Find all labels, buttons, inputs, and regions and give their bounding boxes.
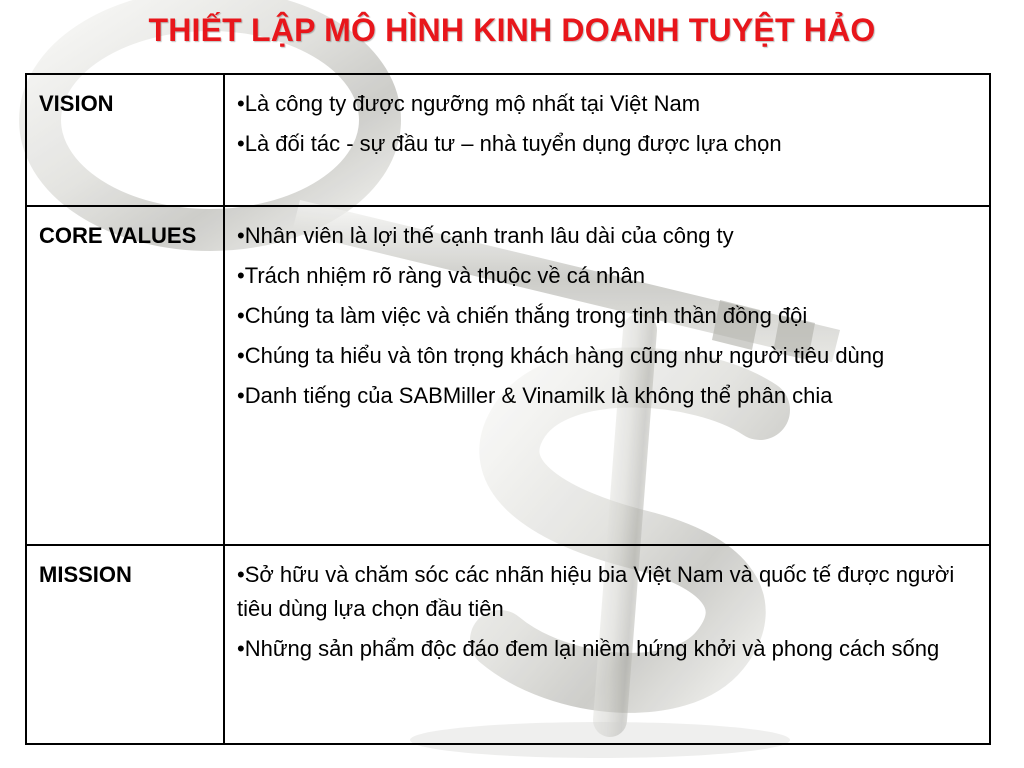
list-item: •Chúng ta hiểu và tôn trọng khách hàng cũng như người tiêu dùng: [237, 343, 885, 369]
row-content-core-values: [224, 206, 990, 545]
business-model-table: [25, 73, 991, 745]
list-item: •Danh tiếng của SABMiller & Vinamilk là không thể phân chia: [237, 383, 833, 409]
list-item: •Trách nhiệm rõ ràng và thuộc về cá nhân: [237, 263, 645, 289]
list-item: •Sở hữu và chăm sóc các nhãn hiệu bia Việt Nam và quốc tế được người tiêu dùng lựa chọn đầu tiên: [237, 562, 955, 622]
row-label-core-values: CORE VALUES: [26, 206, 224, 545]
table-row: [26, 545, 990, 744]
table-row: [26, 206, 990, 545]
row-label-vision: VISION: [26, 74, 224, 206]
list-item: •Là đối tác - sự đầu tư – nhà tuyển dụng được lựa chọn: [237, 131, 782, 157]
list-item: •Là công ty được ngưỡng mộ nhất tại Việt Nam: [237, 91, 701, 116]
row-content-mission: [224, 545, 990, 744]
row-label-mission: MISSION: [26, 545, 224, 744]
page-title: THIẾT LẬP MÔ HÌNH KINH DOANH TUYỆT HẢO: [148, 12, 876, 48]
row-content-vision: [224, 74, 990, 206]
list-item: •Chúng ta làm việc và chiến thắng trong tinh thần đồng đội: [237, 303, 808, 329]
table-row: [26, 74, 990, 206]
list-item: •Nhân viên là lợi thế cạnh tranh lâu dài của công ty: [237, 223, 734, 248]
list-item: •Những sản phẩm độc đáo đem lại niềm hứng khởi và phong cách sống: [237, 636, 940, 662]
